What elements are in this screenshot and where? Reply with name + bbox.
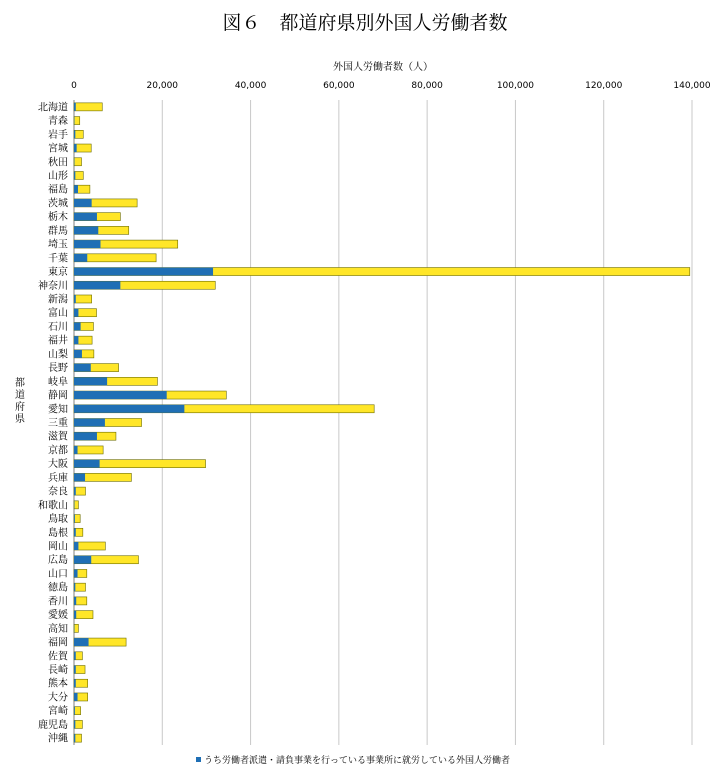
category-label: 沖縄 bbox=[48, 733, 68, 745]
bar-dispatch bbox=[74, 336, 78, 344]
bar-dispatch bbox=[74, 666, 76, 674]
x-tick-label: 80,000 bbox=[411, 81, 443, 91]
bar-dispatch bbox=[74, 419, 105, 427]
bar-dispatch bbox=[74, 171, 75, 179]
y-axis-title-char: 府 bbox=[15, 402, 25, 413]
category-label: 岡山 bbox=[48, 541, 68, 553]
x-tick-label: 0 bbox=[71, 81, 77, 91]
bar-dispatch bbox=[74, 597, 76, 605]
bar-dispatch bbox=[74, 528, 76, 536]
bar-total bbox=[74, 583, 85, 591]
category-label: 山形 bbox=[48, 170, 68, 182]
category-label: 京都 bbox=[48, 445, 68, 457]
category-label: 兵庫 bbox=[48, 472, 68, 484]
bar-dispatch bbox=[74, 240, 100, 248]
category-label: 山口 bbox=[48, 568, 68, 580]
bar-total bbox=[74, 501, 78, 509]
category-label: 栃木 bbox=[48, 212, 68, 224]
category-label: 佐賀 bbox=[48, 651, 68, 663]
category-label: 秋田 bbox=[48, 157, 68, 169]
x-tick-label: 140,000 bbox=[673, 81, 711, 91]
category-label: 高知 bbox=[48, 623, 68, 635]
category-label: 愛知 bbox=[48, 404, 68, 416]
category-label: 鹿児島 bbox=[38, 719, 68, 731]
legend bbox=[196, 754, 510, 766]
bar-dispatch bbox=[74, 638, 89, 646]
bar-dispatch bbox=[74, 322, 81, 330]
category-label: 鳥取 bbox=[48, 514, 68, 526]
bar-total bbox=[74, 103, 102, 111]
category-label: 山梨 bbox=[48, 349, 68, 361]
bar-total bbox=[74, 542, 105, 550]
category-label: 東京 bbox=[48, 267, 68, 279]
category-label: 大分 bbox=[48, 692, 68, 704]
bar-dispatch bbox=[74, 487, 76, 495]
bar-dispatch bbox=[74, 720, 75, 728]
bar-dispatch bbox=[74, 309, 78, 317]
bar-dispatch bbox=[74, 473, 85, 481]
category-label: 福岡 bbox=[48, 637, 68, 649]
bar-dispatch bbox=[74, 254, 87, 262]
category-label: 福島 bbox=[48, 184, 68, 196]
bar-dispatch bbox=[74, 295, 76, 303]
bar-dispatch bbox=[74, 185, 78, 193]
bar-dispatch bbox=[74, 515, 75, 523]
x-tick-label: 40,000 bbox=[234, 81, 267, 91]
bar-total bbox=[74, 117, 80, 125]
bar-total bbox=[74, 611, 93, 619]
category-label: 富山 bbox=[48, 308, 68, 320]
y-axis-title bbox=[15, 376, 25, 425]
category-label: 青森 bbox=[48, 116, 68, 128]
bar-dispatch bbox=[74, 199, 92, 207]
bar-dispatch bbox=[74, 364, 91, 372]
bar-total bbox=[74, 515, 80, 523]
category-label: 群馬 bbox=[48, 225, 68, 237]
bar-dispatch bbox=[74, 391, 167, 399]
bar-total bbox=[74, 446, 103, 454]
category-label: 神奈川 bbox=[38, 280, 68, 292]
category-label: 徳島 bbox=[48, 582, 68, 594]
bar-dispatch bbox=[74, 693, 78, 701]
category-label: 三重 bbox=[48, 418, 68, 429]
category-label: 静岡 bbox=[48, 390, 68, 402]
bar-dispatch bbox=[74, 542, 78, 550]
category-label: 宮城 bbox=[48, 143, 68, 155]
x-tick-label: 20,000 bbox=[146, 81, 179, 91]
chart-title: 図６ 都道府県別外国人労働者数 bbox=[222, 12, 508, 34]
y-axis-title-char: 県 bbox=[15, 414, 25, 425]
category-label: 埼玉 bbox=[48, 239, 68, 251]
legend-swatch bbox=[196, 757, 201, 762]
bar-dispatch bbox=[74, 556, 91, 564]
category-label: 北海道 bbox=[38, 102, 68, 114]
bar-dispatch bbox=[74, 583, 75, 591]
bar-dispatch bbox=[74, 213, 97, 221]
bar-dispatch bbox=[74, 569, 78, 577]
bar-total bbox=[74, 679, 88, 687]
bar-dispatch bbox=[74, 350, 82, 358]
category-label: 広島 bbox=[48, 555, 68, 567]
bar-dispatch bbox=[74, 446, 78, 454]
bar-dispatch bbox=[74, 734, 75, 742]
category-label: 岩手 bbox=[48, 129, 68, 141]
bar-total bbox=[74, 171, 83, 179]
category-label: 石川 bbox=[48, 321, 68, 333]
bar-dispatch bbox=[74, 652, 76, 660]
category-label: 千葉 bbox=[48, 253, 68, 265]
category-label: 和歌山 bbox=[38, 500, 68, 512]
legend-label: うち労働者派遣・請負事業を行っている事業所に就労している外国人労働者 bbox=[204, 756, 511, 766]
bar-dispatch bbox=[74, 460, 100, 468]
bar-dispatch bbox=[74, 679, 76, 687]
x-tick-label: 120,000 bbox=[585, 81, 623, 91]
bar-dispatch bbox=[74, 144, 77, 152]
bar-total bbox=[74, 130, 83, 138]
bar-dispatch bbox=[74, 281, 120, 289]
category-label: 新潟 bbox=[48, 294, 68, 306]
bar-total bbox=[74, 295, 92, 303]
bar-total bbox=[74, 624, 78, 632]
y-axis-title-char: 道 bbox=[15, 390, 25, 401]
bar-dispatch bbox=[74, 130, 75, 138]
category-label: 香川 bbox=[48, 596, 68, 608]
category-label: 愛媛 bbox=[48, 610, 68, 622]
x-tick-label: 60,000 bbox=[323, 81, 355, 91]
bar-dispatch bbox=[74, 226, 98, 234]
category-label: 茨城 bbox=[48, 198, 68, 210]
category-label: 宮崎 bbox=[48, 706, 68, 718]
bar-dispatch bbox=[74, 377, 107, 385]
bar-total bbox=[74, 158, 82, 166]
category-label: 福井 bbox=[48, 335, 68, 347]
bar-dispatch bbox=[74, 432, 97, 440]
x-axis-title: 外国人労働者数（人） bbox=[333, 62, 433, 73]
category-label: 奈良 bbox=[48, 486, 68, 498]
bar-dispatch bbox=[74, 268, 213, 276]
category-label: 長野 bbox=[48, 363, 68, 375]
category-label: 岐阜 bbox=[48, 376, 68, 388]
category-label: 大阪 bbox=[48, 459, 68, 471]
bar-dispatch bbox=[74, 611, 76, 619]
bar-dispatch bbox=[74, 707, 75, 715]
bar-total bbox=[74, 707, 81, 715]
category-label: 熊本 bbox=[48, 678, 68, 690]
x-tick-label: 100,000 bbox=[496, 81, 535, 91]
bar-dispatch bbox=[74, 405, 184, 413]
category-label: 長崎 bbox=[48, 665, 68, 677]
bar-dispatch bbox=[74, 103, 76, 111]
category-label: 島根 bbox=[48, 527, 68, 539]
category-label: 滋賀 bbox=[48, 431, 68, 443]
y-axis-title-char: 都 bbox=[15, 378, 25, 389]
